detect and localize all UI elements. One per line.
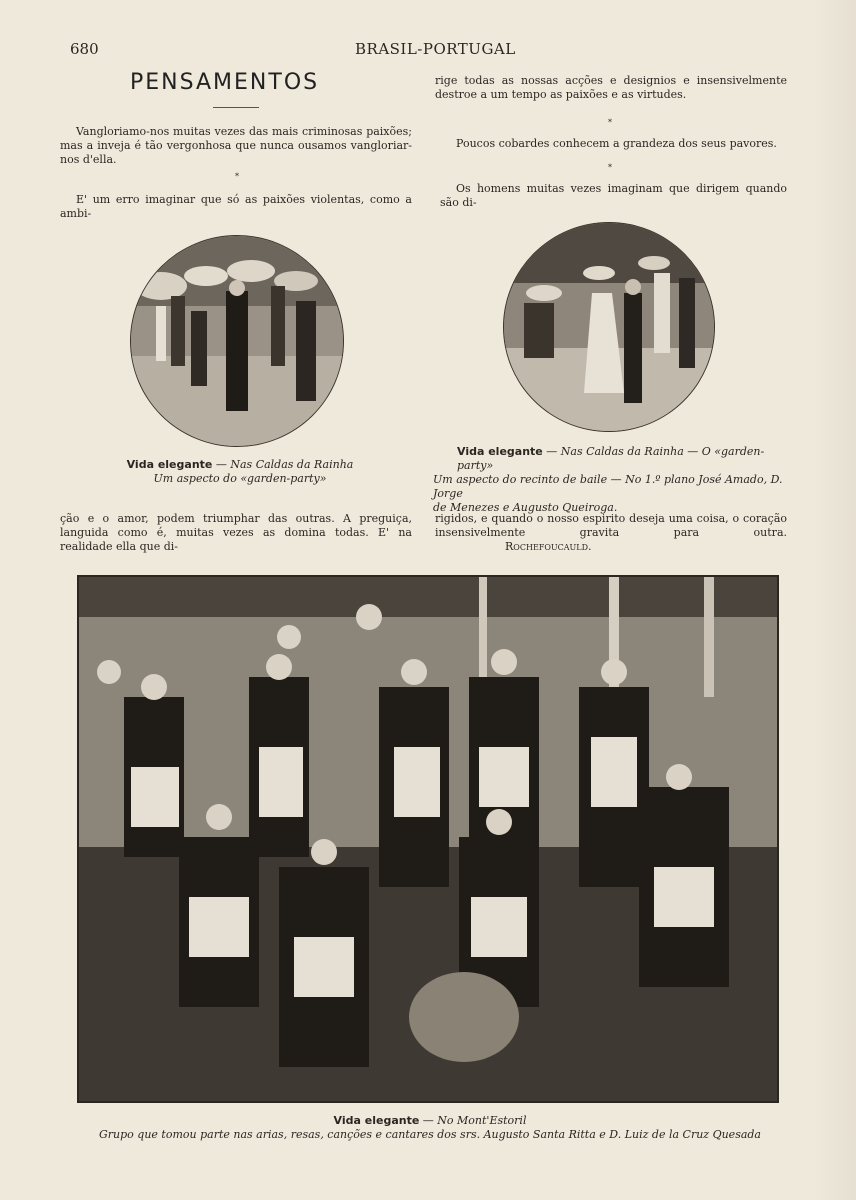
paragraph-spirit xyxy=(435,512,787,554)
page-number: 680 xyxy=(70,40,99,58)
caption-left-line1: — Nas Caldas da Rainha xyxy=(212,458,354,471)
crowd-illustration xyxy=(131,236,343,446)
paragraph-love: ção e o amor, podem triumphar das outras. A preguiça, languida como é, muitas vezes as domina todas. E' na realidade ella que di- xyxy=(60,512,412,553)
caption-left-bold: Vida elegante xyxy=(126,458,213,471)
caption-big xyxy=(60,1114,800,1142)
ball-illustration xyxy=(504,223,714,431)
paragraph-passions: E' um erro imaginar que só as paixões violentas, como a ambi- xyxy=(60,193,412,220)
group-illustration xyxy=(79,577,777,1101)
page-fold-shadow xyxy=(816,0,856,1200)
caption-right-line3: de Menezes e Augusto Queiroga. xyxy=(433,501,618,514)
caption-right-line2: Um aspecto do recinto de baile — No 1.º plano José Amado, D. Jorge xyxy=(433,473,783,500)
photo-garden-party-left xyxy=(130,235,344,447)
caption-right-line1: — Nas Caldas da Rainha — O «garden-party» xyxy=(457,445,765,472)
article-title: PENSAMENTOS xyxy=(130,70,320,95)
paragraph-cowards: Poucos cobardes conhecem a grandeza dos seus pavores. xyxy=(456,137,777,150)
caption-big-line2: Grupo que tomou parte nas arias, resas, canções e cantares dos srs. Augusto Santa Ritta e D. Luiz de la Cruz Quesada xyxy=(99,1128,761,1141)
caption-right xyxy=(433,445,793,515)
paragraph-men: Os homens muitas vezes imaginam que dirigem quando são di- xyxy=(440,182,787,209)
photo-group-mont-estoril xyxy=(77,575,779,1103)
title-rule xyxy=(213,107,259,108)
separator: * xyxy=(608,118,612,127)
caption-left xyxy=(90,458,390,486)
photo-garden-party-right xyxy=(503,222,715,432)
separator: * xyxy=(235,172,239,181)
paragraph-spirit-text: rigidos, e quando o nosso espirito deseja uma coisa, o coração insensivelmente gravita para outra. xyxy=(435,512,787,539)
paragraph-envy: Vangloriamo-nos muitas vezes das mais criminosas paixões; mas a inveja é tão vergonhosa que nunca ousamos vangloriar-nos d'ella. xyxy=(60,125,412,166)
caption-left-line2: Um aspecto do «garden-party» xyxy=(153,472,327,485)
separator: * xyxy=(608,163,612,172)
paragraph-continuation: rige todas as nossas acções e designios e insensivelmente destroe a um tempo as paixões e as virtudes. xyxy=(435,74,787,101)
caption-big-bold: Vida elegante xyxy=(333,1114,420,1127)
caption-big-line1: — No Mont'Estoril xyxy=(419,1114,527,1127)
running-title: BRASIL-PORTUGAL xyxy=(355,40,516,58)
caption-right-bold: Vida elegante xyxy=(457,445,543,458)
author-signature: Rochefoucauld. xyxy=(505,540,592,553)
